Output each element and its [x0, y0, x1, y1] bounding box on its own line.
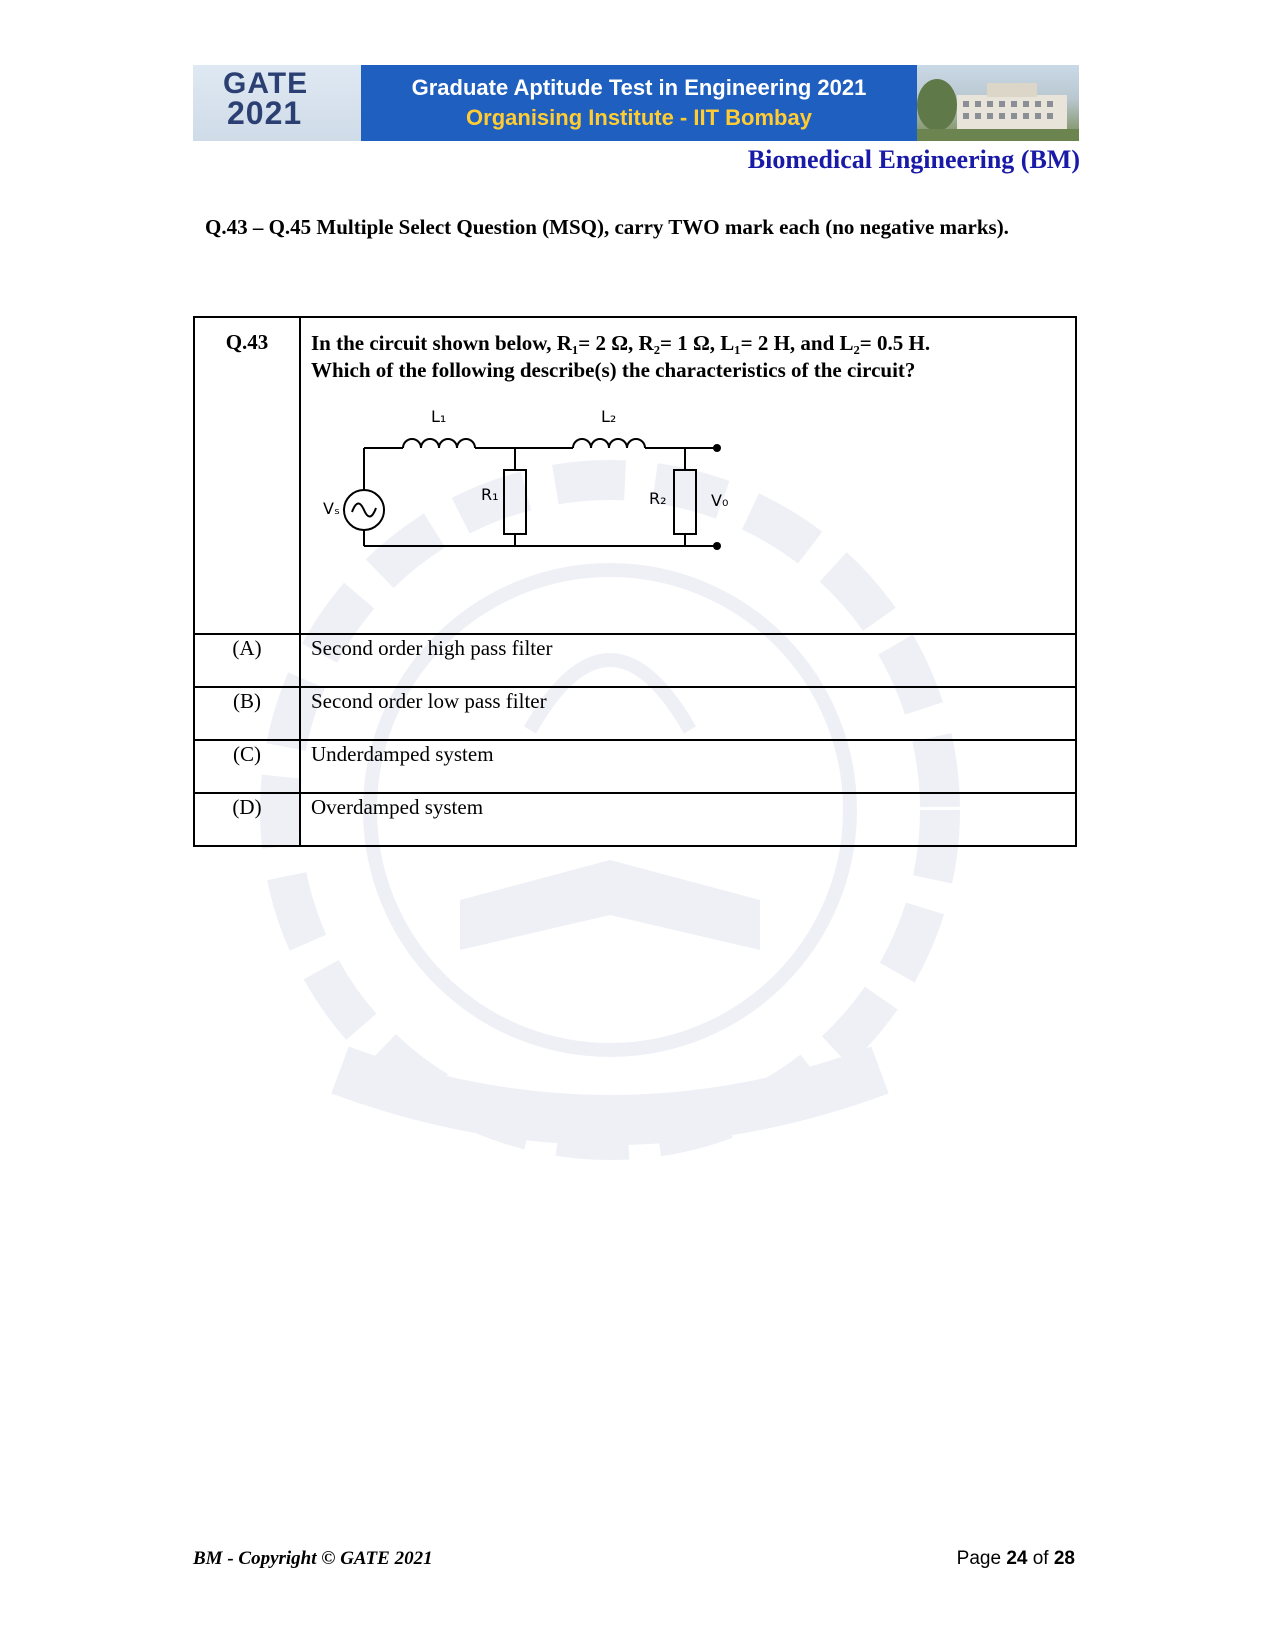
stem-line-2: Which of the following describe(s) the characteristics of the circuit? [311, 358, 916, 382]
option-label: (D) [194, 793, 300, 846]
option-text: Overdamped system [300, 793, 1076, 846]
campus-photo [917, 65, 1079, 141]
page-total: 28 [1053, 1548, 1075, 1569]
inductor-l2 [573, 439, 645, 448]
option-row-c [194, 740, 1076, 793]
footer-copyright: BM - Copyright © GATE 2021 [193, 1548, 433, 1569]
option-row-b [194, 687, 1076, 740]
option-text: Second order high pass filter [300, 634, 1076, 687]
question-row [194, 317, 1076, 634]
label-vo: V₀ [711, 491, 729, 510]
circuit-diagram [319, 398, 739, 578]
question-table [193, 316, 1077, 847]
label-l1: L₁ [431, 407, 447, 426]
option-text: Second order low pass filter [300, 687, 1076, 740]
option-text: Underdamped system [300, 740, 1076, 793]
banner-title-line1: Graduate Aptitude Test in Engineering 2021 [411, 75, 867, 100]
option-row-d [194, 793, 1076, 846]
building-icon [917, 65, 1079, 141]
gate-logo [193, 65, 361, 141]
question-stem [300, 317, 1076, 634]
header-banner [193, 65, 1079, 141]
option-label: (C) [194, 740, 300, 793]
label-vs: Vₛ [323, 499, 340, 518]
output-terminal-bottom [713, 542, 721, 550]
option-row-a [194, 634, 1076, 687]
label-l2: L₂ [601, 407, 617, 426]
banner-title [361, 65, 917, 141]
subject-title: Biomedical Engineering (BM) [747, 145, 1080, 174]
resistor-r2 [674, 470, 696, 534]
footer-page-number [957, 1548, 1075, 1570]
logo-year: 2021 [227, 95, 303, 131]
output-terminal-top [713, 444, 721, 452]
inductor-l1 [403, 439, 475, 448]
section-instructions: Q.43 – Q.45 Multiple Select Question (MSQ), carry TWO mark each (no negative marks). [205, 215, 1009, 239]
page-current: 24 [1006, 1548, 1028, 1569]
page-middle: of [1027, 1548, 1054, 1569]
label-r2: R₂ [649, 489, 667, 508]
option-label: (A) [194, 634, 300, 687]
logo-word: GATE [223, 67, 309, 100]
stem-line-1: In the circuit shown below, R₁= 2 Ω, R₂= 1 Ω, L₁= 2 H, and L₂= 0.5 H. [311, 331, 931, 355]
resistor-r1 [504, 470, 526, 534]
question-number: Q.43 [194, 317, 300, 634]
option-label: (B) [194, 687, 300, 740]
page-prefix: Page [956, 1548, 1007, 1569]
label-r1: R₁ [481, 485, 499, 504]
banner-title-line2: Organising Institute - IIT Bombay [466, 105, 812, 130]
